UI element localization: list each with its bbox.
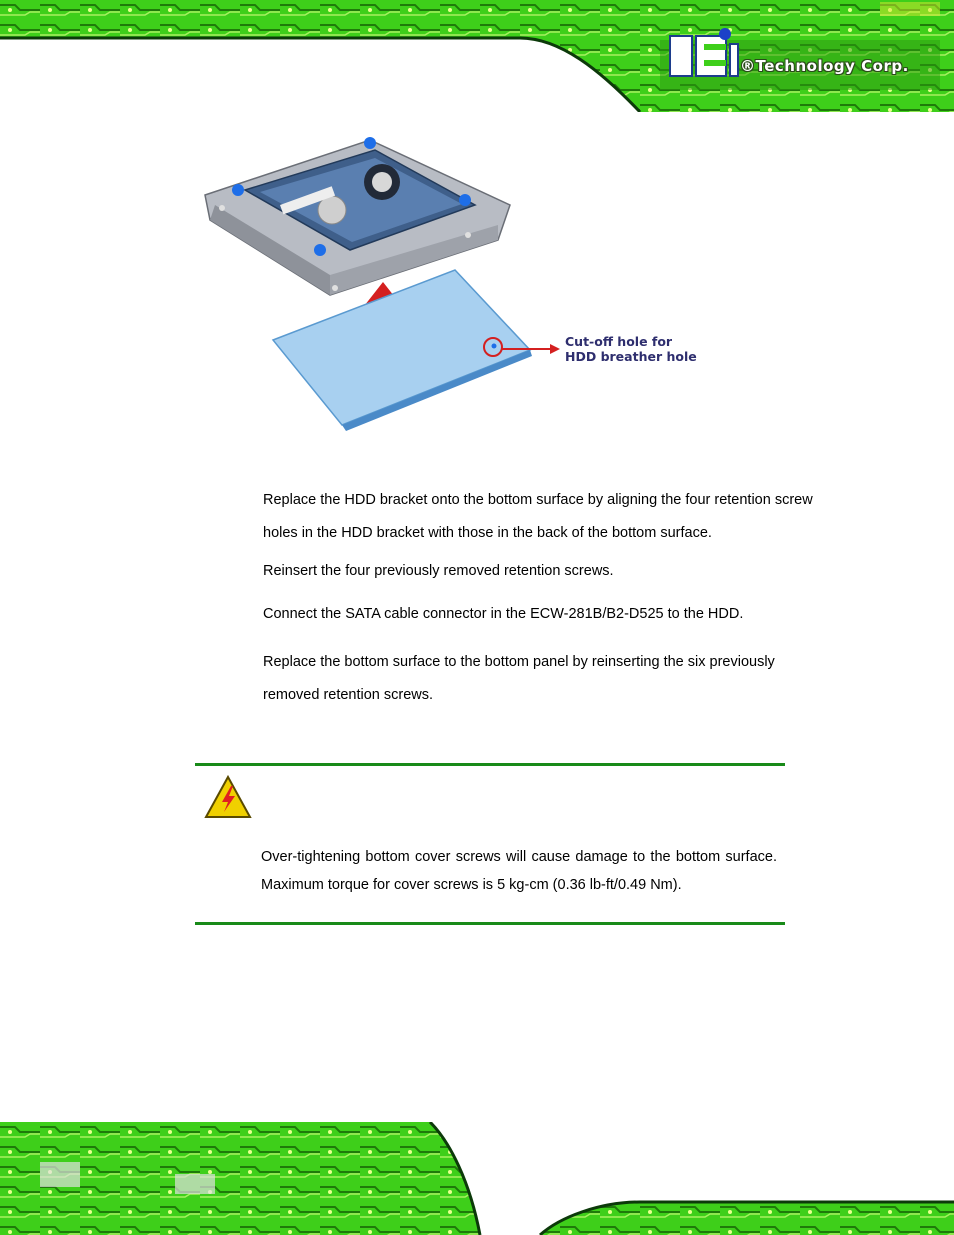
step-reinsert-screws: Reinsert the four previously removed retention screws.	[263, 563, 614, 579]
warning-text: Over-tightening bottom cover screws will cause damage to the bottom surface. Maximum torque for cover screws is 5 kg-cm (0.36 lb-ft/0.49 Nm).	[261, 849, 777, 893]
instruction-steps	[263, 484, 823, 722]
hdd-bracket-figure	[200, 130, 720, 440]
footer-circuit-banner	[0, 1122, 954, 1235]
logo-text: ®Technology Corp.	[740, 57, 909, 75]
step-replace-bottom-surface: Replace the bottom surface to the bottom panel by reinserting the six previously removed retention screws.	[263, 654, 775, 703]
step-connect-sata: Connect the SATA cable connector in the ECW-281B/B2-D525 to the HDD.	[263, 606, 744, 622]
iei-logo	[666, 26, 936, 86]
warning-box	[195, 763, 785, 925]
breather-hole-callout	[565, 334, 697, 364]
warning-triangle-icon	[203, 774, 253, 820]
callout-line-1: Cut-off hole for	[565, 334, 673, 349]
step-replace-bracket: Replace the HDD bracket onto the bottom surface by aligning the four retention screw holes in the HDD bracket with those in the back of the bottom surface.	[263, 492, 813, 541]
callout-line-2: HDD breather hole	[565, 349, 697, 364]
